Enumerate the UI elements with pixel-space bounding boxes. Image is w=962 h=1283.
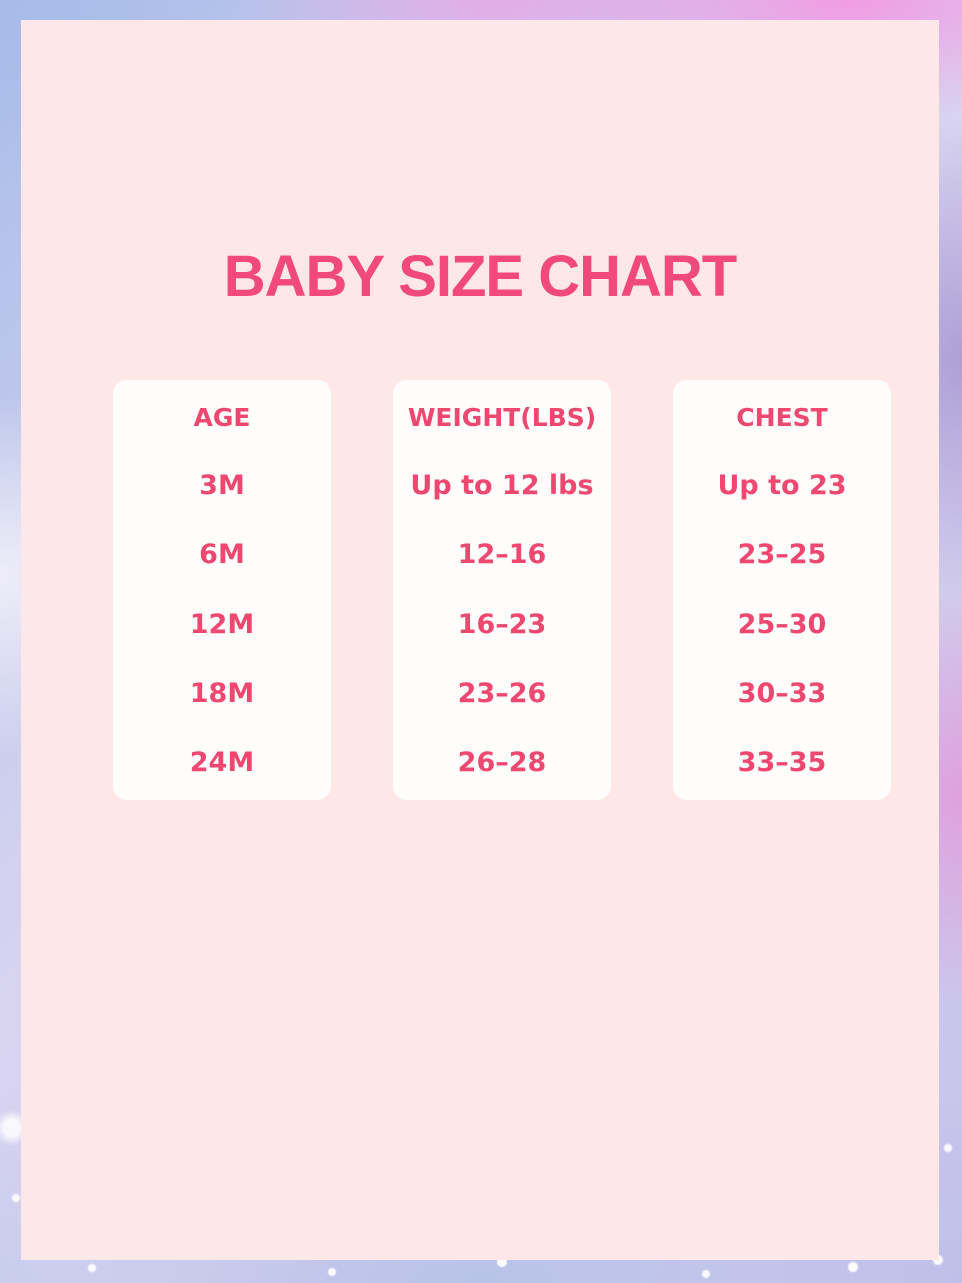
size-columns (113, 380, 891, 800)
age-cell: 6M (199, 539, 245, 571)
weight-cell: 16–23 (457, 608, 547, 640)
column-chest (673, 380, 891, 800)
weight-cell: 12–16 (457, 539, 547, 571)
age-cell: 18M (189, 678, 255, 709)
age-cell: 24M (189, 747, 255, 779)
column-age (113, 380, 331, 800)
column-header-age: AGE (193, 403, 251, 432)
chest-cell: 23–25 (737, 539, 827, 571)
chest-cell: Up to 23 (717, 470, 847, 502)
chart-panel (21, 20, 939, 1260)
page-title: BABY SIZE CHART (223, 244, 737, 309)
weight-cell: Up to 12 lbs (410, 470, 594, 502)
age-cell: 12M (189, 608, 255, 640)
column-weight (393, 380, 611, 800)
column-header-chest: CHEST (736, 403, 828, 432)
column-header-weight: WEIGHT(LBS) (407, 403, 597, 432)
weight-cell: 23–26 (457, 678, 547, 709)
chest-cell: 25–30 (737, 608, 827, 640)
weight-cell: 26–28 (457, 747, 547, 779)
age-cell: 3M (199, 470, 245, 502)
chest-cell: 30–33 (737, 678, 827, 709)
chest-cell: 33–35 (737, 747, 827, 779)
